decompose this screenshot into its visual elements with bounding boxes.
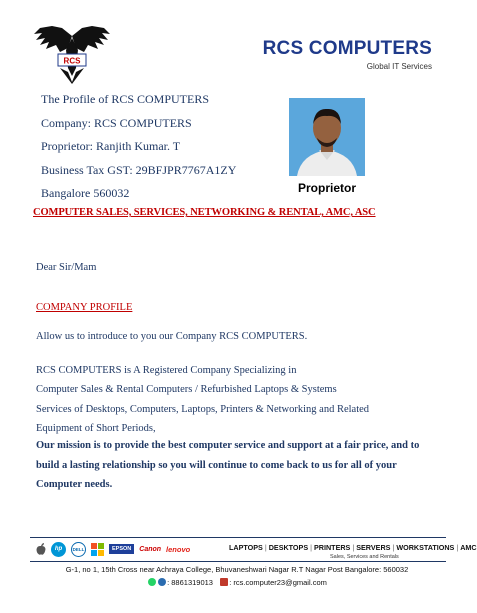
brand-block <box>263 38 432 71</box>
footer-divider <box>30 537 446 538</box>
body-line: RCS COMPUTERS is A Registered Company Specializing in <box>36 365 297 376</box>
mission-line: Our mission is to provide the best computer service and support at a fair price, and to <box>36 440 420 451</box>
proprietor-photo <box>289 98 365 176</box>
services-heading: COMPUTER SALES, SERVICES, NETWORKING & RENTAL, AMC, ASC <box>33 207 376 218</box>
profile-location: Bangalore 560032 <box>41 186 130 200</box>
dell-logo-icon: DELL <box>71 542 86 557</box>
company-logo <box>32 24 112 84</box>
company-profile-title: COMPANY PROFILE <box>36 302 133 313</box>
mission-statement <box>36 436 446 495</box>
hp-logo-icon: hp <box>51 542 66 557</box>
mission-line: build a lasting relationship so you will continue to come back to us for all of your <box>36 459 397 471</box>
profile-gst: Business Tax GST: 29BFJPR7767A1ZY <box>41 162 237 177</box>
photo-caption: Proprietor <box>298 181 357 195</box>
category-laptops: LAPTOPS <box>229 543 263 552</box>
category-desktops: DESKTOPS <box>268 543 309 552</box>
apple-logo-icon <box>36 543 46 555</box>
footer-address: G-1, no 1, 15th Cross near Achraya College, Bhuvaneshwari Nagar R.T Nagar Post Bangalore: 560032 <box>65 565 409 574</box>
lenovo-logo-icon: lenovo <box>166 544 191 554</box>
phone-icon <box>158 578 166 586</box>
epson-logo-icon: EPSON <box>109 544 134 554</box>
category-servers: SERVERS <box>356 543 391 552</box>
intro-text: Allow us to introduce to you our Company RCS COMPUTERS. <box>36 331 308 342</box>
partner-logos <box>36 542 190 556</box>
category-workstations: WORKSTATIONS <box>396 543 455 552</box>
profile-details <box>41 90 236 208</box>
body-paragraph <box>36 361 369 438</box>
category-printers: PRINTERS <box>314 543 351 552</box>
footer-contacts <box>0 578 474 587</box>
brand-tagline: Global IT Services <box>366 62 432 71</box>
email-address[interactable]: : rcs.computer23@gmail.com <box>229 578 327 587</box>
profile-proprietor: Proprietor: Ranjith Kumar. T <box>41 139 181 153</box>
email-icon <box>220 578 228 586</box>
profile-company: Company: RCS COMPUTERS <box>41 115 192 130</box>
canon-logo-icon: Canon <box>139 545 162 553</box>
logo-text: RCS <box>63 56 81 66</box>
profile-title: The Profile of RCS COMPUTERS <box>41 92 210 106</box>
whatsapp-icon <box>148 578 156 586</box>
categories-subtitle: Sales, Services and Rentals <box>330 554 399 560</box>
footer-divider-lower <box>30 561 446 562</box>
phone-number[interactable]: : 8861319013 <box>167 578 213 587</box>
product-categories: LAPTOPS | DESKTOPS | PRINTERS | SERVERS | WORKSTATIONS | AMC <box>229 543 477 552</box>
body-line: Equipment of Short Periods, <box>36 422 156 434</box>
windows-logo-icon <box>91 543 104 556</box>
body-line: Services of Desktops, Computers, Laptops, Printers & Networking and Related <box>36 403 370 415</box>
brand-name: RCS COMPUTERS <box>262 38 432 59</box>
mission-line: Computer needs. <box>36 479 113 491</box>
body-line: Computer Sales & Rental Computers / Refurbished Laptops & Systems <box>36 384 337 396</box>
category-amc: AMC <box>460 543 477 552</box>
salutation: Dear Sir/Mam <box>36 262 97 273</box>
